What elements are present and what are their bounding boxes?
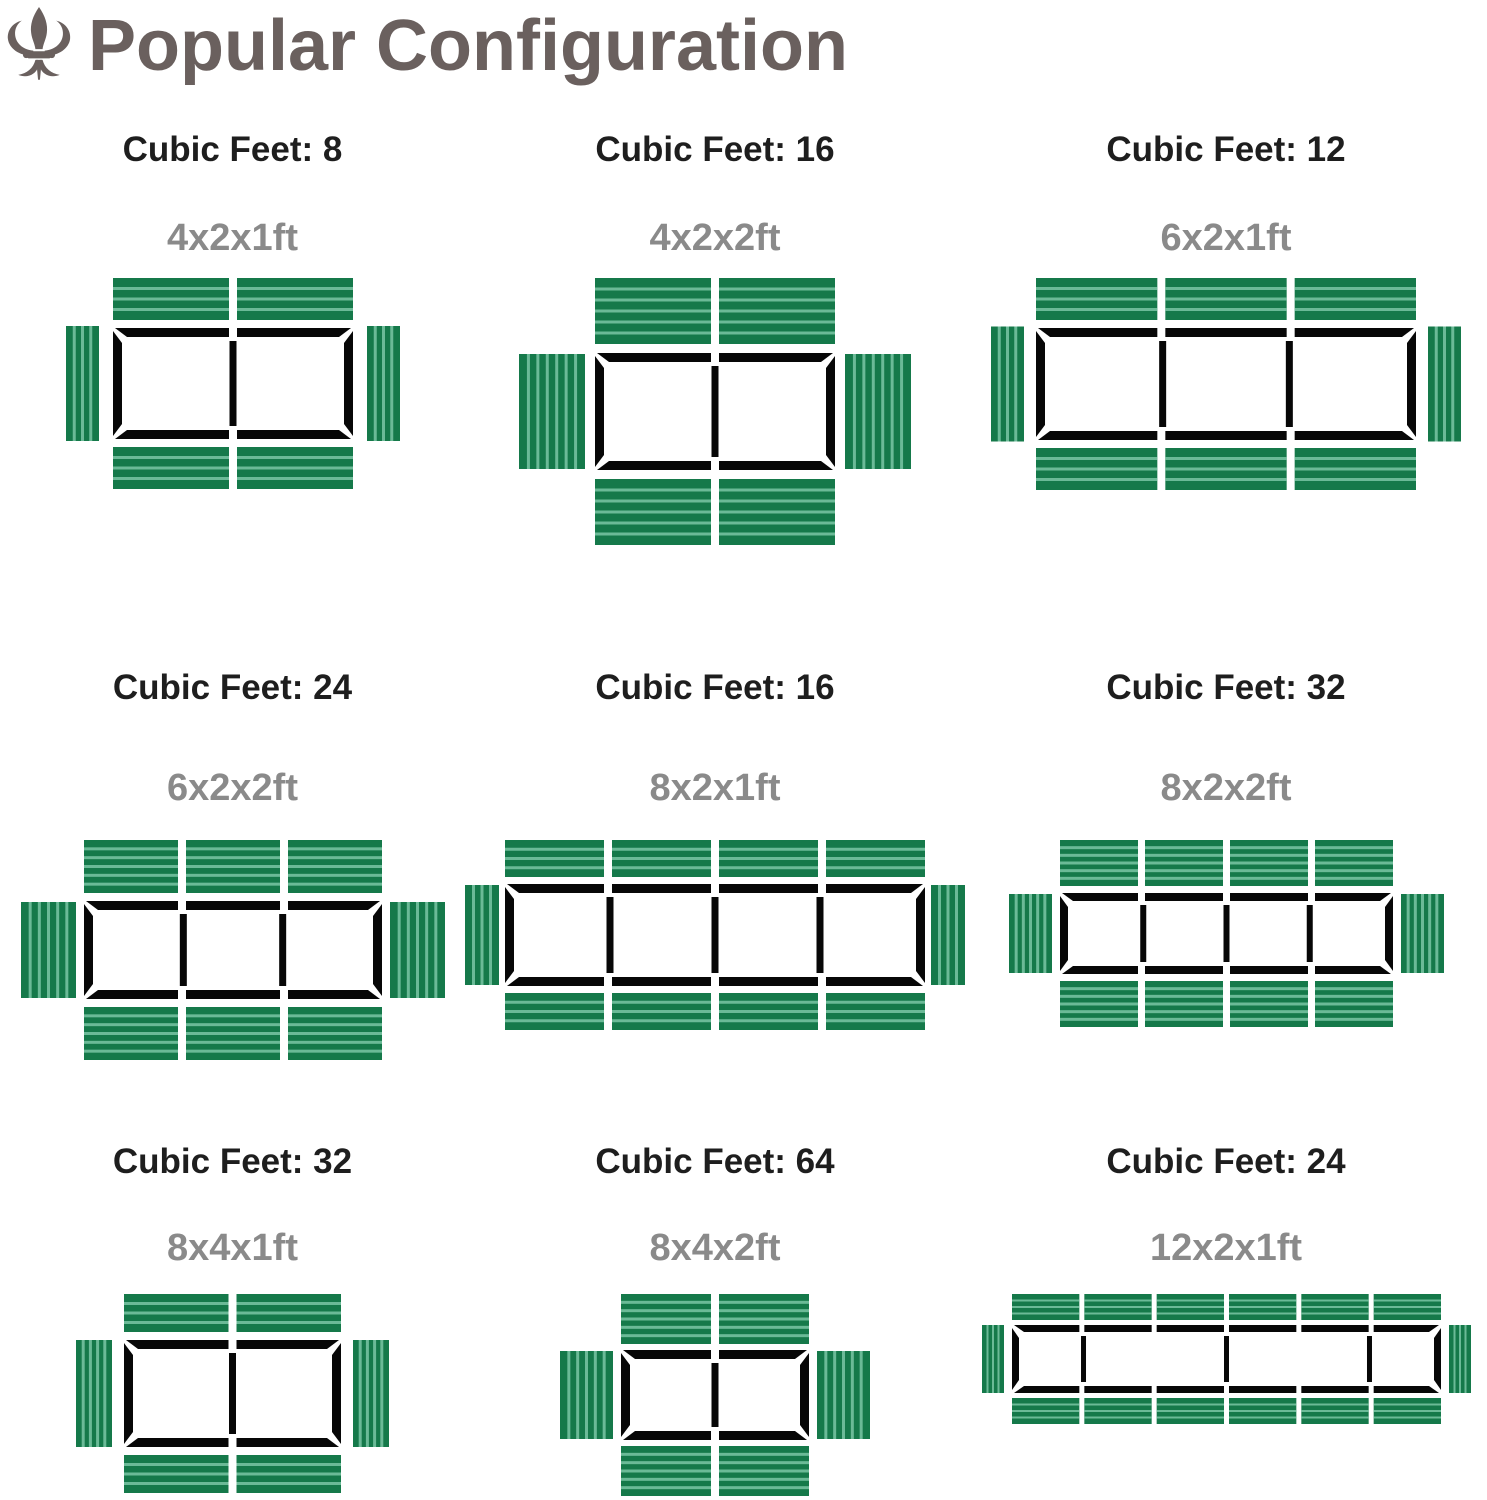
- garden-bed-panel: [719, 479, 835, 545]
- dimensions-label: 6x2x1ft: [1160, 217, 1292, 259]
- config-card: [465, 1140, 965, 1496]
- garden-bed-panel: [1295, 448, 1416, 490]
- garden-bed-panel: [1012, 1294, 1079, 1320]
- bed-frame: [124, 1340, 341, 1447]
- cubic-feet-title: Cubic Feet: 24: [1106, 1142, 1346, 1181]
- garden-bed-panel: [1165, 448, 1286, 490]
- garden-bed-panel: [982, 1325, 1004, 1393]
- garden-bed-panel: [353, 1340, 389, 1447]
- bed-frame: [621, 1350, 809, 1440]
- garden-bed-panel: [1145, 840, 1223, 886]
- garden-bed-panel: [288, 840, 382, 893]
- garden-bed-panel: [390, 902, 445, 998]
- garden-bed-panel: [826, 993, 925, 1030]
- garden-bed-panel: [21, 902, 76, 998]
- dimensions-label: 8x4x1ft: [167, 1227, 298, 1269]
- garden-bed-panel: [826, 840, 925, 877]
- dimensions-label: 4x2x2ft: [649, 217, 781, 259]
- garden-bed-panel: [991, 327, 1024, 442]
- diagram-svg: [76, 1294, 389, 1493]
- garden-bed-panel: [719, 840, 818, 877]
- diagram-svg: [982, 1294, 1471, 1424]
- bed-configuration-diagram: [66, 278, 400, 489]
- config-card: [965, 128, 1487, 545]
- garden-bed-panel: [237, 447, 353, 489]
- garden-bed-panel: [1060, 981, 1138, 1027]
- config-card: [465, 666, 965, 1060]
- garden-bed-panel: [1060, 840, 1138, 886]
- garden-bed-panel: [595, 278, 711, 344]
- cubic-feet-title: Cubic Feet: 32: [1106, 668, 1346, 707]
- bed-configuration-diagram: [76, 1294, 389, 1493]
- diagram-svg: [519, 278, 911, 545]
- garden-bed-panel: [465, 885, 499, 985]
- cubic-feet-title: Cubic Feet: 32: [112, 1142, 353, 1181]
- config-row-2: [0, 666, 1487, 1060]
- garden-bed-panel: [1373, 1294, 1440, 1320]
- config-card: [965, 1140, 1487, 1496]
- garden-bed-panel: [1315, 981, 1393, 1027]
- garden-bed-panel: [1230, 981, 1308, 1027]
- garden-bed-panel: [1165, 278, 1286, 320]
- bed-frame: [505, 884, 925, 986]
- bed-configuration-diagram: [21, 840, 445, 1060]
- garden-bed-panel: [621, 1294, 711, 1344]
- garden-bed-panel: [719, 993, 818, 1030]
- garden-bed-panel: [1230, 840, 1308, 886]
- garden-bed-panel: [186, 1007, 280, 1060]
- garden-bed-panel: [845, 354, 911, 469]
- garden-bed-panel: [1229, 1398, 1296, 1424]
- garden-bed-panel: [1315, 840, 1393, 886]
- garden-bed-panel: [1036, 278, 1157, 320]
- page-header: [6, 0, 848, 92]
- bed-configuration-diagram: [1009, 840, 1444, 1027]
- garden-bed-panel: [367, 326, 400, 441]
- garden-bed-panel: [124, 1455, 229, 1493]
- config-card: [0, 666, 465, 1060]
- bed-configuration-diagram: [560, 1294, 870, 1496]
- diagram-svg: [560, 1294, 870, 1496]
- bed-configuration-diagram: [982, 1294, 1471, 1424]
- diagram-svg: [66, 278, 400, 489]
- garden-bed-panel: [560, 1351, 613, 1439]
- cubic-feet-title: Cubic Feet: 16: [595, 130, 835, 169]
- garden-bed-panel: [1301, 1398, 1368, 1424]
- cubic-feet-title: Cubic Feet: 12: [1106, 130, 1346, 169]
- garden-bed-panel: [66, 326, 99, 441]
- dimensions-label: 8x2x2ft: [1160, 767, 1292, 809]
- diagram-svg: [991, 278, 1461, 490]
- garden-bed-panel: [113, 447, 229, 489]
- config-row-1: [0, 128, 1487, 545]
- cubic-feet-title: Cubic Feet: 24: [112, 668, 353, 707]
- garden-bed-panel: [719, 278, 835, 344]
- cubic-feet-title: Cubic Feet: 64: [595, 1142, 835, 1181]
- dimensions-label: 4x2x1ft: [167, 217, 298, 259]
- garden-bed-panel: [1009, 894, 1052, 973]
- config-card: [0, 128, 465, 545]
- config-card: [0, 1140, 465, 1496]
- garden-bed-panel: [719, 1446, 809, 1496]
- garden-bed-panel: [1373, 1398, 1440, 1424]
- garden-bed-panel: [1156, 1398, 1223, 1424]
- cubic-feet-title: Cubic Feet: 8: [122, 130, 343, 169]
- bed-frame: [1060, 893, 1393, 974]
- garden-bed-panel: [1428, 327, 1461, 442]
- cubic-feet-title: Cubic Feet: 16: [595, 668, 835, 707]
- garden-bed-panel: [931, 885, 965, 985]
- garden-bed-panel: [124, 1294, 229, 1332]
- garden-bed-panel: [505, 993, 604, 1030]
- garden-bed-panel: [1229, 1294, 1296, 1320]
- diagram-svg: [21, 840, 445, 1060]
- dimensions-label: 12x2x1ft: [1149, 1227, 1303, 1269]
- garden-bed-panel: [621, 1446, 711, 1496]
- garden-bed-panel: [1156, 1294, 1223, 1320]
- config-card: [465, 128, 965, 545]
- bed-frame: [1036, 328, 1416, 440]
- config-card: [965, 666, 1487, 1060]
- garden-bed-panel: [612, 993, 711, 1030]
- garden-bed-panel: [237, 1294, 342, 1332]
- garden-bed-panel: [1036, 448, 1157, 490]
- garden-bed-panel: [1084, 1398, 1151, 1424]
- garden-bed-panel: [719, 1294, 809, 1344]
- garden-bed-panel: [237, 278, 353, 320]
- garden-bed-panel: [817, 1351, 870, 1439]
- bed-frame: [113, 328, 353, 439]
- diagram-svg: [465, 840, 965, 1030]
- garden-bed-panel: [84, 1007, 178, 1060]
- garden-bed-panel: [1401, 894, 1444, 973]
- dimensions-label: 8x4x2ft: [649, 1227, 781, 1269]
- garden-bed-panel: [1295, 278, 1416, 320]
- bed-configuration-diagram: [991, 278, 1461, 490]
- garden-bed-panel: [288, 1007, 382, 1060]
- garden-bed-panel: [505, 840, 604, 877]
- garden-bed-panel: [1012, 1398, 1079, 1424]
- garden-bed-panel: [76, 1340, 112, 1447]
- garden-bed-panel: [113, 278, 229, 320]
- garden-bed-panel: [186, 840, 280, 893]
- garden-bed-panel: [1301, 1294, 1368, 1320]
- config-row-3: [0, 1140, 1487, 1496]
- garden-bed-panel: [595, 479, 711, 545]
- dimensions-label: 6x2x2ft: [167, 767, 298, 809]
- bed-frame: [1012, 1325, 1441, 1393]
- fleur-de-lis-icon: [6, 7, 72, 87]
- garden-bed-panel: [1084, 1294, 1151, 1320]
- garden-bed-panel: [519, 354, 585, 469]
- page-title: Popular Configuration: [88, 6, 848, 86]
- garden-bed-panel: [1145, 981, 1223, 1027]
- garden-bed-panel: [237, 1455, 342, 1493]
- dimensions-label: 8x2x1ft: [649, 767, 781, 809]
- garden-bed-panel: [1449, 1325, 1471, 1393]
- bed-configuration-diagram: [519, 278, 911, 545]
- bed-configuration-diagram: [465, 840, 965, 1030]
- diagram-svg: [1009, 840, 1444, 1027]
- garden-bed-panel: [612, 840, 711, 877]
- bed-frame: [84, 901, 382, 999]
- garden-bed-panel: [84, 840, 178, 893]
- bed-frame: [595, 353, 835, 470]
